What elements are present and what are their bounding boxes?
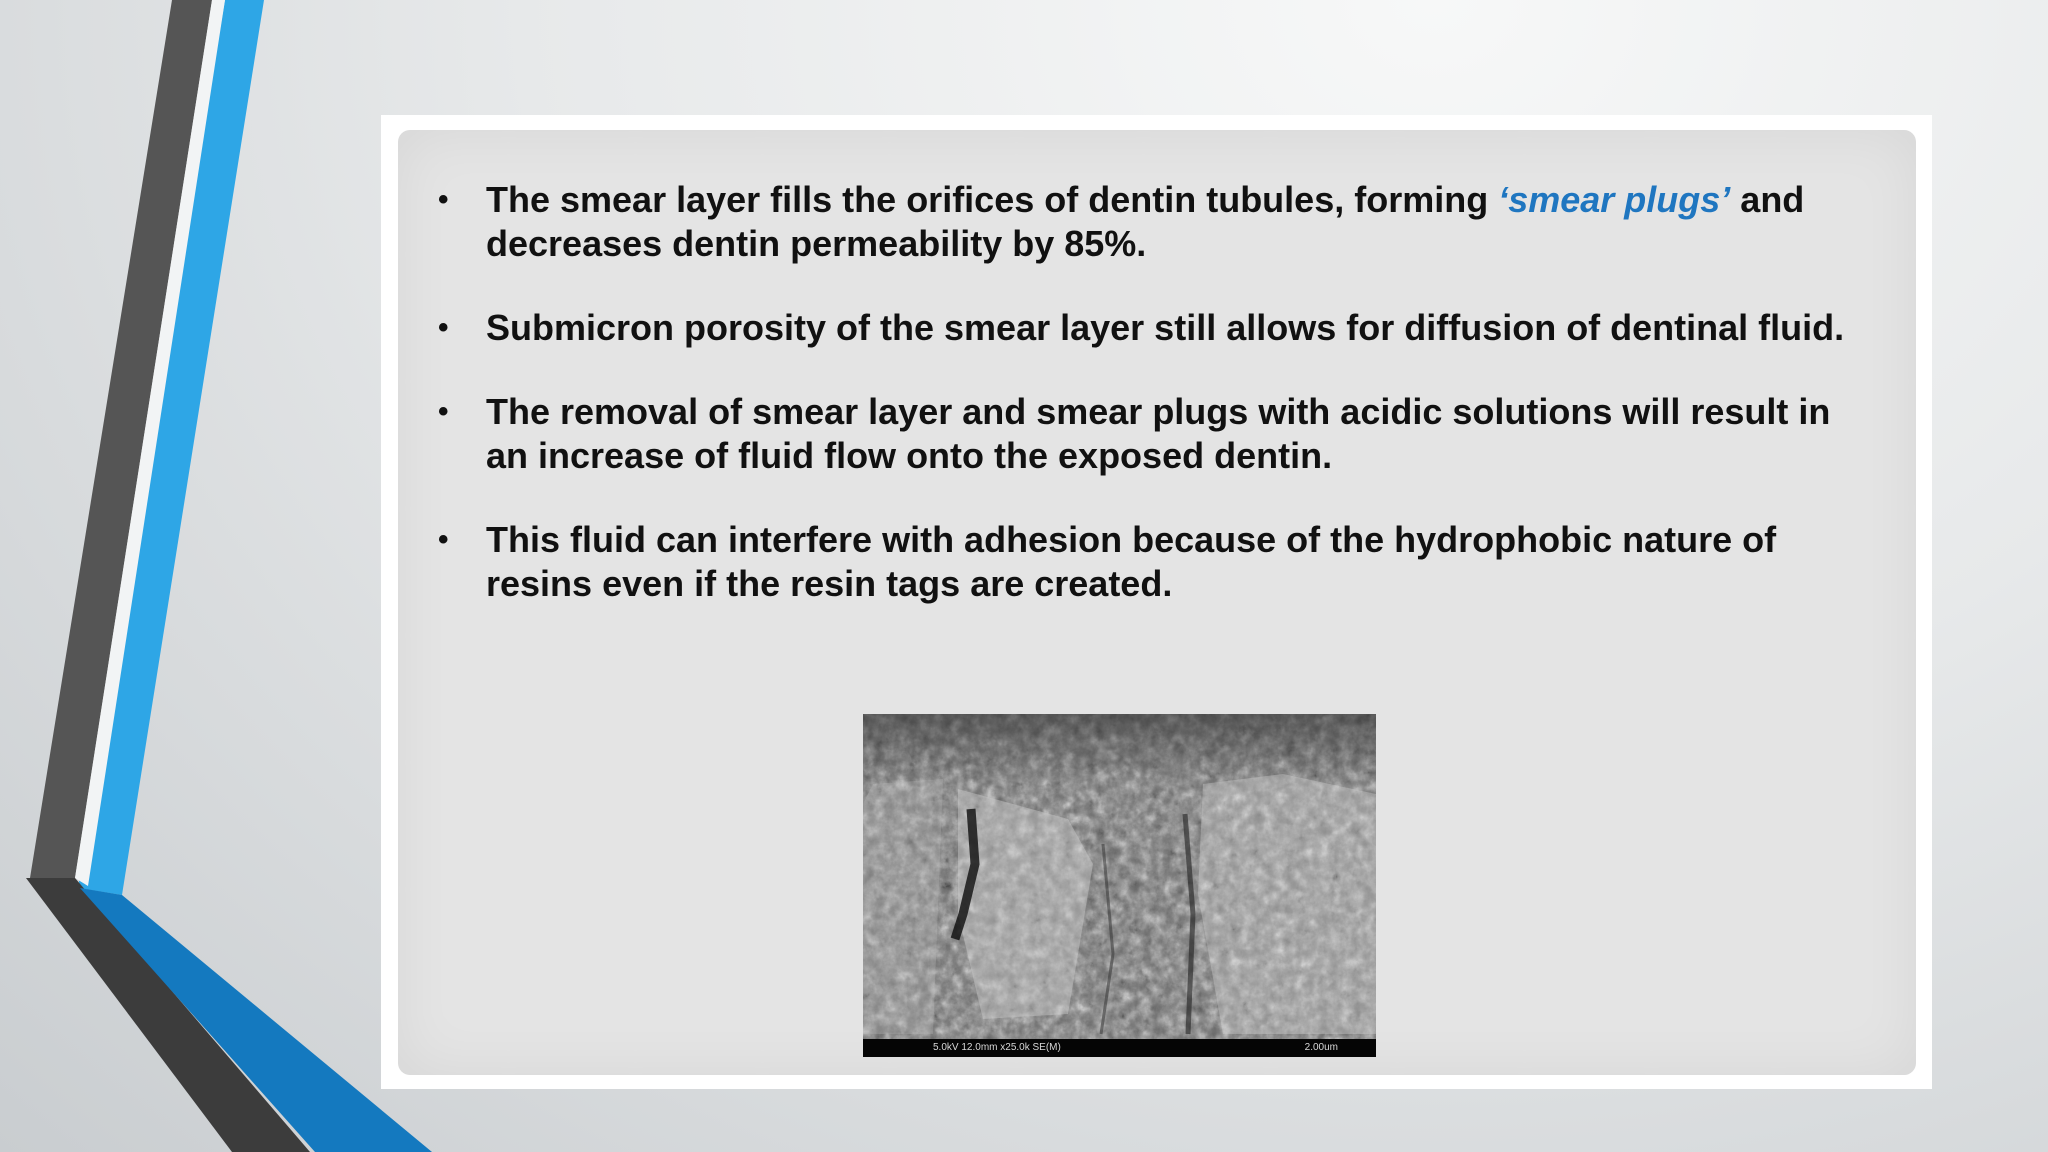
bullet-item-porosity	[438, 306, 1858, 350]
micrograph-caption-right: 2.00um	[1304, 1042, 1338, 1053]
accent-white-line	[75, 0, 225, 886]
bullet-text: This fluid can interfere with adhesion because of the hydrophobic nature of resins even if the resin tags are created.	[486, 519, 1777, 604]
micrograph-caption-left: 5.0kV 12.0mm x25.0k SE(M)	[933, 1042, 1061, 1053]
bullet-dot: •	[438, 523, 449, 556]
bullet-text-part: and decreases dentin permeability by 85%.	[486, 179, 1805, 264]
micrograph-texture	[863, 714, 1376, 1039]
bullet-dot: •	[438, 183, 449, 216]
bullet-emphasis-smear-plugs: ‘smear plugs’	[1498, 179, 1731, 220]
bullet-item-smear-plugs	[438, 178, 1858, 266]
bullet-item-removal	[438, 390, 1858, 478]
bullet-text: Submicron porosity of the smear layer still allows for diffusion of dentinal fluid.	[486, 307, 1845, 348]
micrograph-scale-bar	[863, 1039, 1376, 1057]
bullet-dot: •	[438, 395, 449, 428]
bullet-dot: •	[438, 311, 449, 344]
bullet-item-fluid-interference	[438, 518, 1858, 606]
bullet-text	[486, 179, 1804, 264]
bullet-text: The removal of smear layer and smear plugs with acidic solutions will result in an increase of fluid flow onto the exposed dentin.	[486, 391, 1831, 476]
accent-dark-gray-diagonal	[26, 878, 310, 1152]
bullet-text-part: The smear layer fills the orifices of dentin tubules, forming	[486, 179, 1499, 220]
bullet-list	[438, 178, 1858, 646]
sem-micrograph-image	[863, 714, 1376, 1057]
